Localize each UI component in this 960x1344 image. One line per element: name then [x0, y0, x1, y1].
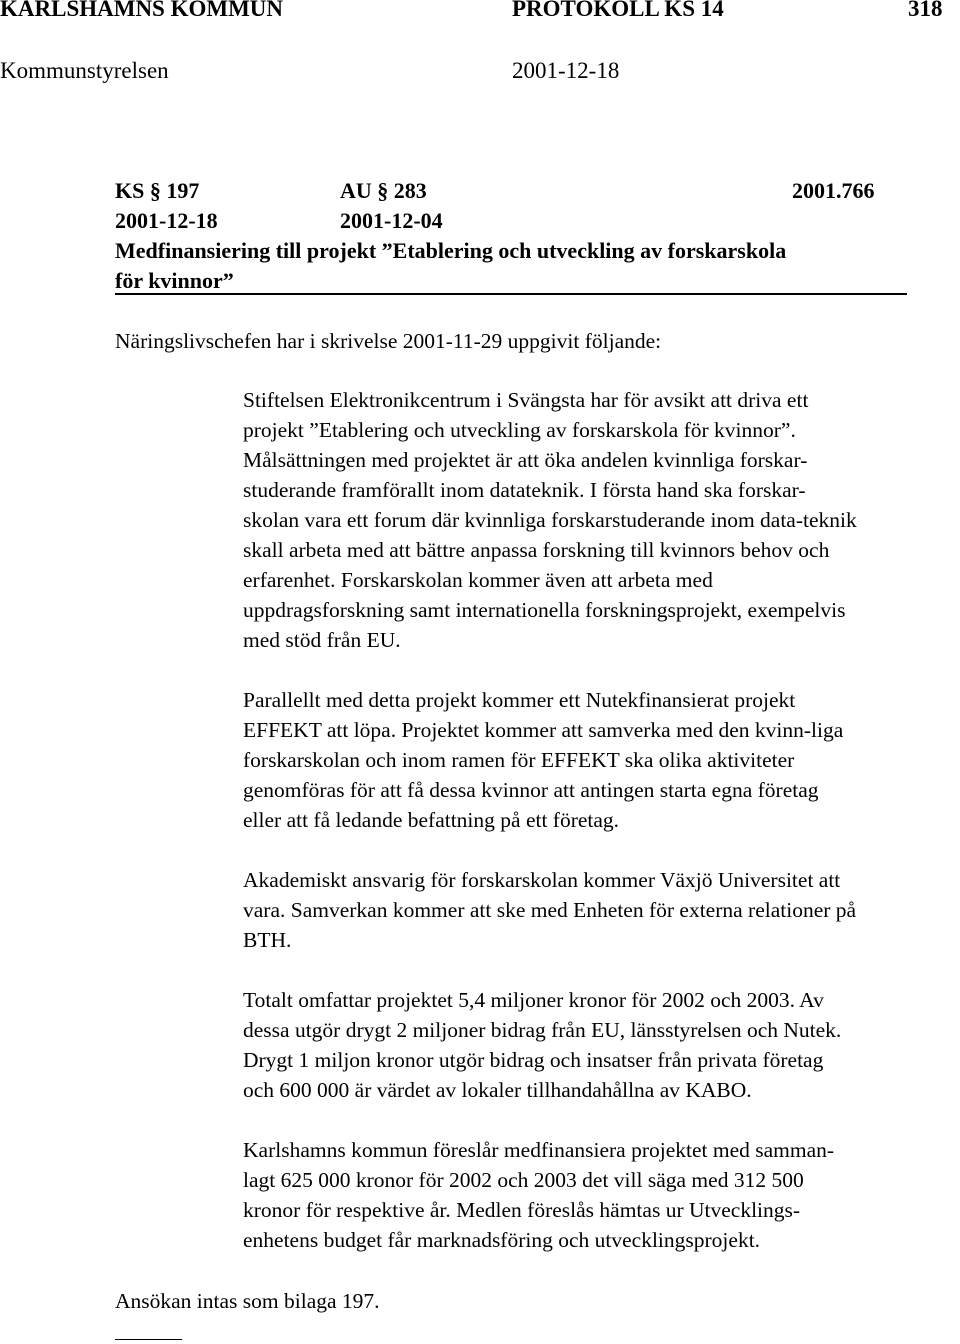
paragraph-line: forskarskolan och inom ramen för EFFEKT ska olika aktiviteter — [243, 748, 795, 772]
attachment-note: Ansökan intas som bilaga 197. — [115, 1289, 380, 1313]
paragraph-line: uppdragsforskning samt internationella forskningsprojekt, exempelvis — [243, 598, 846, 622]
paragraph-line: erfarenhet. Forskarskolan kommer även att arbeta med — [243, 568, 713, 592]
paragraph-line: dessa utgör drygt 2 miljoner bidrag från EU, länsstyrelsen och Nutek. — [243, 1018, 842, 1042]
paragraph-line: med stöd från EU. — [243, 628, 401, 652]
paragraph-line: eller att få ledande befattning på ett företag. — [243, 808, 620, 832]
paragraph-line: och 600 000 är värdet av lokaler tillhandahållna av KABO. — [243, 1078, 752, 1102]
paragraph-line: kronor för respektive år. Medlen föreslås hämtas ur Utvecklings- — [243, 1198, 801, 1222]
item-title-line-2: för kvinnor” — [115, 268, 234, 293]
paragraph-line: projekt ”Etablering och utveckling av forskarskola för kvinnor”. — [243, 418, 796, 442]
au-date: 2001-12-04 — [340, 208, 443, 233]
paragraph-line: skall arbeta med att bättre anpassa forskning till kvinnors behov och — [243, 538, 830, 562]
quote-paragraph-3 — [243, 865, 960, 955]
quote-paragraph-4 — [243, 985, 960, 1105]
paragraph-line: Drygt 1 miljon kronor utgör bidrag och insatser från privata företag — [243, 1048, 824, 1072]
ks-reference: KS § 197 — [115, 178, 200, 203]
footer-rule — [115, 1339, 182, 1340]
quote-paragraph-1 — [243, 385, 960, 655]
paragraph-line: lagt 625 000 kronor för 2002 och 2003 det vill säga med 312 500 — [243, 1168, 804, 1192]
paragraph-line: BTH. — [243, 928, 292, 952]
paragraph-line: studerande framförallt inom datateknik. I första hand ska forskar- — [243, 478, 806, 502]
ks-date: 2001-12-18 — [115, 208, 218, 233]
quote-paragraph-2 — [243, 685, 960, 835]
paragraph-line: enhetens budget får marknadsföring och utvecklingsprojekt. — [243, 1228, 761, 1252]
paragraph-line: Parallellt med detta projekt kommer ett Nutekfinansierat projekt — [243, 688, 796, 712]
org-name: KARLSHAMNS KOMMUN — [0, 0, 284, 21]
paragraph-line: EFFEKT att löpa. Projektet kommer att samverka med den kvinn-liga — [243, 718, 844, 742]
au-reference: AU § 283 — [340, 178, 427, 203]
committee-name: Kommunstyrelsen — [0, 58, 169, 83]
protocol-date: 2001-12-18 — [512, 58, 620, 83]
paragraph-line: Målsättningen med projektet är att öka andelen kvinnliga forskar- — [243, 448, 808, 472]
protocol-title: PROTOKOLL KS 14 — [512, 0, 724, 21]
diary-number: 2001.766 — [792, 178, 875, 203]
paragraph-line: vara. Samverkan kommer att ske med Enheten för externa relationer på — [243, 898, 857, 922]
item-title-line-1: Medfinansiering till projekt ”Etablering och utveckling av forskarskola — [115, 238, 787, 263]
title-underline — [115, 293, 907, 295]
quote-paragraph-5 — [243, 1135, 960, 1255]
intro-text: Näringslivschefen har i skrivelse 2001-11-29 uppgivit följande: — [115, 329, 662, 353]
paragraph-line: Karlshamns kommun föreslår medfinansiera projektet med samman- — [243, 1138, 835, 1162]
paragraph-line: genomföras för att få dessa kvinnor att antingen starta egna företag — [243, 778, 819, 802]
paragraph-line: skolan vara ett forum där kvinnliga forskarstuderande inom data-teknik — [243, 508, 857, 532]
paragraph-line: Totalt omfattar projektet 5,4 miljoner kronor för 2002 och 2003. Av — [243, 988, 824, 1012]
paragraph-line: Stiftelsen Elektronikcentrum i Svängsta har för avsikt att driva ett — [243, 388, 809, 412]
page-number: 318 — [908, 0, 943, 21]
paragraph-line: Akademiskt ansvarig för forskarskolan kommer Växjö Universitet att — [243, 868, 841, 892]
